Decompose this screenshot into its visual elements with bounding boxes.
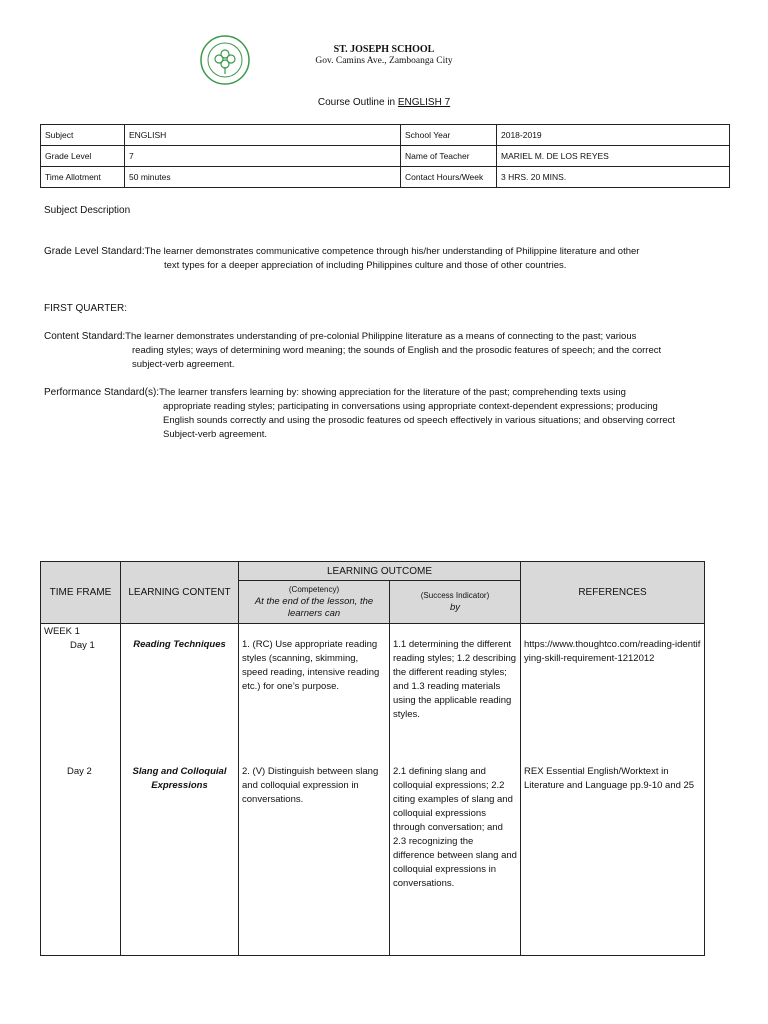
course-title	[0, 97, 768, 108]
competency-header	[239, 581, 390, 624]
learning-content-header: LEARNING CONTENT	[121, 562, 239, 624]
info-row	[41, 146, 730, 167]
school-seal-logo	[199, 34, 251, 86]
time-allotment-value: 50 minutes	[125, 167, 401, 188]
subject-value: ENGLISH	[125, 125, 401, 146]
content-standard-line: subject-verb agreement.	[132, 359, 235, 370]
performance-standard-line: Subject-verb agreement.	[163, 429, 268, 440]
time-frame-header: TIME FRAME	[41, 562, 121, 624]
school-year-label: School Year	[401, 125, 497, 146]
grade-level-standard-line: The learner demonstrates communicative competence through his/her understanding of Philippine literature and other	[144, 246, 640, 257]
contact-hours-value: 3 HRS. 20 MINS.	[497, 167, 730, 188]
time-frame-cell	[41, 624, 121, 762]
reference-cell: https://www.thoughtco.com/reading-identifying-skill-requirement-1212012	[521, 624, 705, 762]
content-standard-label: Content Standard:	[44, 331, 126, 342]
competency-cell: 2. (V) Distinguish between slang and colloquial expression in conversations.	[239, 761, 390, 956]
performance-standard	[44, 386, 764, 442]
references-header: REFERENCES	[521, 562, 705, 624]
course-info-table	[40, 124, 730, 188]
competency-header-sub: At the end of the lesson, the learners can	[254, 596, 374, 619]
content-standard-line: reading styles; ways of determining word meaning; the sounds of English and the prosodic features of speech; and the correct	[132, 345, 662, 356]
competency-header-label: (Competency)	[288, 585, 340, 594]
course-title-prefix: Course Outline in	[317, 97, 398, 108]
performance-standard-label: Performance Standard(s):	[44, 387, 160, 398]
grade-level-value: 7	[125, 146, 401, 167]
week-label: WEEK 1	[44, 626, 80, 637]
grade-level-standard-line: text types for a deeper appreciation of including Philippines culture and those of other countries.	[164, 260, 567, 271]
outline-header-row	[41, 562, 705, 581]
success-indicator-header	[390, 581, 521, 624]
grade-level-standard	[44, 245, 744, 273]
subject-label: Subject	[41, 125, 125, 146]
info-row	[41, 167, 730, 188]
first-quarter-label: FIRST QUARTER:	[44, 303, 127, 314]
table-row	[41, 761, 705, 956]
reference-cell: REX Essential English/Worktext in Literature and Language pp.9-10 and 25	[521, 761, 705, 956]
performance-standard-line: The learner transfers learning by: showing appreciation for the literature of the past; comprehending texts using	[159, 387, 626, 398]
school-year-value: 2018-2019	[497, 125, 730, 146]
grade-level-label: Grade Level	[41, 146, 125, 167]
learning-content-cell: Slang and Colloquial Expressions	[121, 761, 239, 956]
performance-standard-line: appropriate reading styles; participating in conversations using appropriate context-dependent expressions; producing	[163, 401, 658, 412]
school-name: ST. JOSEPH SCHOOL	[333, 44, 435, 55]
time-allotment-label: Time Allotment	[41, 167, 125, 188]
competency-cell: 1. (RC) Use appropriate reading styles (scanning, skimming, speed reading, intensive reading etc.) for one’s purpose.	[239, 624, 390, 762]
day-label: Day 1	[70, 640, 95, 651]
learning-outcome-header: LEARNING OUTCOME	[239, 562, 521, 581]
course-outline-table	[40, 561, 705, 956]
teacher-label: Name of Teacher	[401, 146, 497, 167]
time-frame-cell: Day 2	[41, 761, 121, 956]
success-indicator-header-sub: by	[449, 602, 461, 613]
school-address: Gov. Camins Ave., Zamboanga City	[315, 56, 453, 66]
info-row	[41, 125, 730, 146]
contact-hours-label: Contact Hours/Week	[401, 167, 497, 188]
performance-standard-line: English sounds correctly and using the prosodic features od speech effectively in various situations; and observing correct	[163, 415, 676, 426]
grade-level-standard-label: Grade Level Standard:	[44, 246, 145, 257]
subject-description-label: Subject Description	[44, 205, 131, 216]
teacher-value: MARIEL M. DE LOS REYES	[497, 146, 730, 167]
success-indicator-cell: 1.1 determining the different reading styles; 1.2 describing the different reading styles; and 1.3 reading materials using the applicable reading styles.	[390, 624, 521, 762]
learning-content-cell: Reading Techniques	[121, 624, 239, 762]
success-indicator-cell: 2.1 defining slang and colloquial expressions; 2.2 citing examples of slang and colloquial expressions through conversation; and 2.3 recognizing the difference between slang and colloquial expressions in conversations.	[390, 761, 521, 956]
content-standard-line: The learner demonstrates understanding of pre-colonial Philippine literature as a means of connecting to the past; various	[125, 331, 637, 342]
content-standard	[44, 330, 754, 372]
table-row	[41, 624, 705, 762]
course-title-subject: ENGLISH 7	[397, 97, 451, 108]
success-indicator-header-label: (Success Indicator)	[420, 591, 490, 600]
